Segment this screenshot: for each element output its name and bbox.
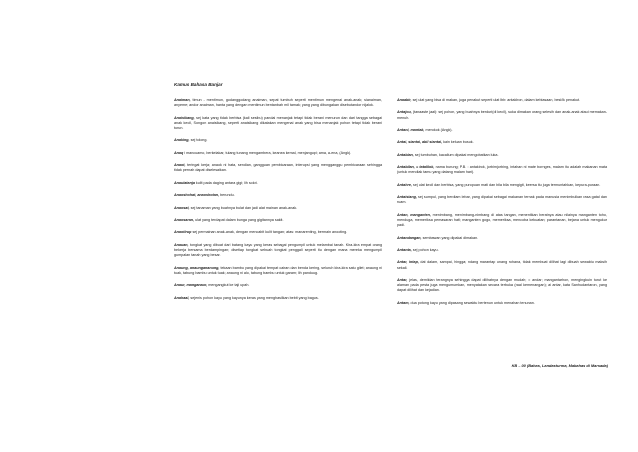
entry-definition: nama burung; P.B. : antakirok, jorbimjorbing, intahan ni mate bornges, malam itu adalah makanan mata (untuk mendiak tamu yang datang malam hari). (397, 165, 607, 175)
dictionary-entry (397, 165, 607, 175)
dictionary-entry (174, 206, 382, 211)
entry-headword: Anaabir, (397, 98, 412, 102)
entry-definition: tongkat yang dibuat dari batang kayu yang keras sebagai pengumpil untuk melambai tanah. Kira-kira empat orang bekerja bersama berdampingan; disetiap tongkat sebuah tongkat penggali seperti itu dengan mana mereka mengumpil gumpalan tanah yang besar. (174, 242, 382, 258)
dictionary-entry (174, 98, 382, 108)
entry-definition: tekaan bambu yang dipakai tempat cairan dan benda kering, seluruh kira-kira satu gilet; anaung ni tuak, tabung bambu untuk tuak; anaung ni alo, tabung bambu untuk garam; lih panduug. (174, 265, 383, 275)
entry-headword: Anaisikang, (174, 115, 195, 120)
entry-headword: Antani, mantak, (397, 127, 425, 132)
dictionary-entry (174, 218, 382, 223)
entry-headword: Antanta, (397, 247, 412, 252)
entry-definition: sej kata yang tidak berbisa (kali sesibu) pandai menanjak tetapi tidak berani menurun dan dari tangga sebagai anak kecil, Songon anaisikang, seperti anaisikang dikatakan mengenai anak yang bisa menanjak pohon tetapi tidak berani turun. (174, 115, 382, 130)
entry-headword: Anaosaran, (174, 217, 195, 222)
entry-definition: kain keluan busuk. (442, 140, 474, 145)
entry-headword: Anaosat, (174, 205, 190, 210)
entry-headword: Antaisiang, (397, 195, 417, 200)
entry-definition: sej sumpul, yang berdiam lebar, yang dipakai sebagai makanan ternak pada manusia menimbulkan rasa gatal dan ruam. (397, 195, 607, 205)
entry-definition: teringat kerja; anaok ni hata, sendian, gangguan pembicaraan, interupsi yang mengganggu pembicaraan sehingga tidak pernah dapat diselesaikan. (174, 163, 382, 173)
left-column (174, 98, 382, 308)
dictionary-entry (174, 151, 382, 156)
dictionary-entry (397, 236, 607, 241)
dictionary-entry (397, 110, 607, 120)
entry-headword: Anaotirup (174, 230, 192, 235)
entry-headword: Anaq (174, 150, 184, 155)
entry-headword: Anaung, anaungananung, (174, 265, 220, 270)
entry-definition: sej pohon kayu. (411, 247, 439, 252)
entry-definition: sejenis pohon kayu yang kayunya keras yang menghasilkan bebit yang bagus. (189, 295, 319, 300)
dictionary-entry (397, 260, 607, 270)
dictionary-entry (174, 193, 382, 198)
entry-headword: Antandangan, (397, 235, 422, 240)
entry-headword: Antan, manganten, (397, 212, 431, 217)
entry-headword: Anaking, (174, 138, 190, 143)
entry-headword: Anauan, (174, 242, 189, 247)
dictionary-entry (174, 243, 382, 259)
right-column (397, 98, 607, 313)
entry-headword: Antar, (397, 277, 408, 282)
entry-headword: Antai, siantai, abil siantai, (397, 140, 443, 145)
dictionary-entry (174, 181, 382, 186)
entry-definition: sej tanaman yang buahnya bulat dan jadi alat mainan anak-anak. (189, 205, 298, 210)
dictionary-entry (174, 283, 382, 288)
dictionary-entry (174, 116, 382, 132)
entry-definition: berundu. (219, 193, 235, 198)
entry-definition: menimbang, menimbang-nimbang di atas tangan, menentikan beratnya atau nilainya manganten toho, menduga, memeriksa pemasaran hati; manganten gogo, memeriksa, mencoba kekuatan; parantanan, bejana untuk mengukur padi. (397, 212, 607, 228)
dictionary-entry (174, 163, 382, 173)
entry-headword: Antam, (397, 300, 410, 305)
entry-headword: Anaur, manganaur, (174, 283, 208, 288)
entry-headword: Anaot, (174, 163, 186, 168)
entry-headword: Antabian, (397, 152, 414, 157)
entry-headword: Anaulatanja (174, 180, 195, 185)
entry-definition: sej ulat yang bisa di makan, juga penakut seperti ulat lbb: antaklron, dalam kebiasaan, besi/ik penakut. (411, 98, 581, 102)
entry-definition: sej tolong. (189, 138, 208, 143)
entry-headword: Anaoshohat, anaoshotan, (174, 193, 220, 198)
entry-headword: Antajou, (397, 110, 412, 115)
entry-definition: sembawan yang dipakai dimakan. (421, 235, 479, 240)
entry-definition: timun - mentimun, godanggodang anaiman, sepat tumbuh seperti mentimun mengenai anak-anak; sianaiman, anyeme; andor anaiman, hanta yang dengan mentimun bentanbah mil tamak; yang yang dibungakan disebutandor nijalok. (174, 98, 382, 108)
dictionary-entry (397, 301, 607, 306)
dictionary-entry (397, 278, 607, 294)
entry-headword: Antabilan, = tatalilok, (397, 165, 435, 170)
dictionary-entry (397, 195, 607, 205)
entry-definition: ulat yang terdapat dalam bunga yang gigitannya sakit. (194, 217, 284, 222)
entry-definition: jelas, demikian terangnya sehingga dapat dilihatnya dengan mudah; = andar; mangantarhon, mengingkuin turut ke alaman pada pesta juga mengumumkan, menyatakan secara terbuka (raal kemenangan); ai antar, kata Sanhudantaron, yang dapat dilihat dan kejadian. (397, 277, 607, 293)
dictionary-entry (397, 248, 607, 253)
entry-definition: sej ulat kecil dan berbisa, yang puropuan mati dan bila bila mengigit, keersa itu juga termuntahkan, kepura-puraan. (411, 182, 601, 187)
dictionary-entry (174, 230, 382, 235)
dictionary-entry (174, 296, 382, 301)
entry-definition: (tanaaste jaal): sej pohon, yang buahnya berduri(di kecil), suka dimakan orang selesih dan anak-anak ataui memakan-menuh. (397, 110, 607, 120)
entry-definition: sej tumbuhan, kacalium dipakai mengobatkan luka. (413, 152, 499, 157)
dictionary-entry (397, 153, 607, 158)
entry-definition: i mancuamo, berkelakar, tulang tunang mengambera, keanea kemal, menjangupi; ama, a-ena, (Angk). (183, 150, 352, 155)
dictionary-entry (174, 138, 382, 143)
page-footer: KB – 00 (Bahas, Landasturma, Mabahas di Marsada) (511, 363, 608, 368)
dictionary-entry (397, 213, 607, 229)
entry-definition: sej permainan anak-anak, dengan mencabit kulit tangan; atas: manarenting, bermain anooting. (191, 230, 348, 235)
entry-headword: Anaiman, (174, 98, 191, 102)
dictionary-entry (397, 128, 607, 133)
entry-definition: kulit pada daging antara gigi; lih solot. (194, 180, 258, 185)
dictionary-entry (397, 140, 607, 145)
dictionary-entry (174, 266, 382, 276)
entry-definition: dat dalam, sampai, hingga; ndang marantap unang rohana, tidak membuat dilihat lagi dibuah sewaktu maksih sekali. (397, 260, 607, 270)
entry-headword: Antahre, (397, 182, 412, 187)
entry-definition: dua potong kayu yang dipasang sewaktu bertenun untuk menahan tenunan. (409, 300, 535, 305)
dictionary-entry (397, 98, 607, 103)
entry-definition: merokok (Angk). (424, 127, 453, 132)
entry-headword: Anahaal, (174, 295, 190, 300)
entry-definition: mengangkut ke taji upah. (207, 283, 250, 288)
dictionary-entry (397, 183, 607, 188)
entry-headword: Antar, intap, (397, 260, 419, 265)
page-title: Kamus Bahasa Banjar (174, 82, 223, 87)
